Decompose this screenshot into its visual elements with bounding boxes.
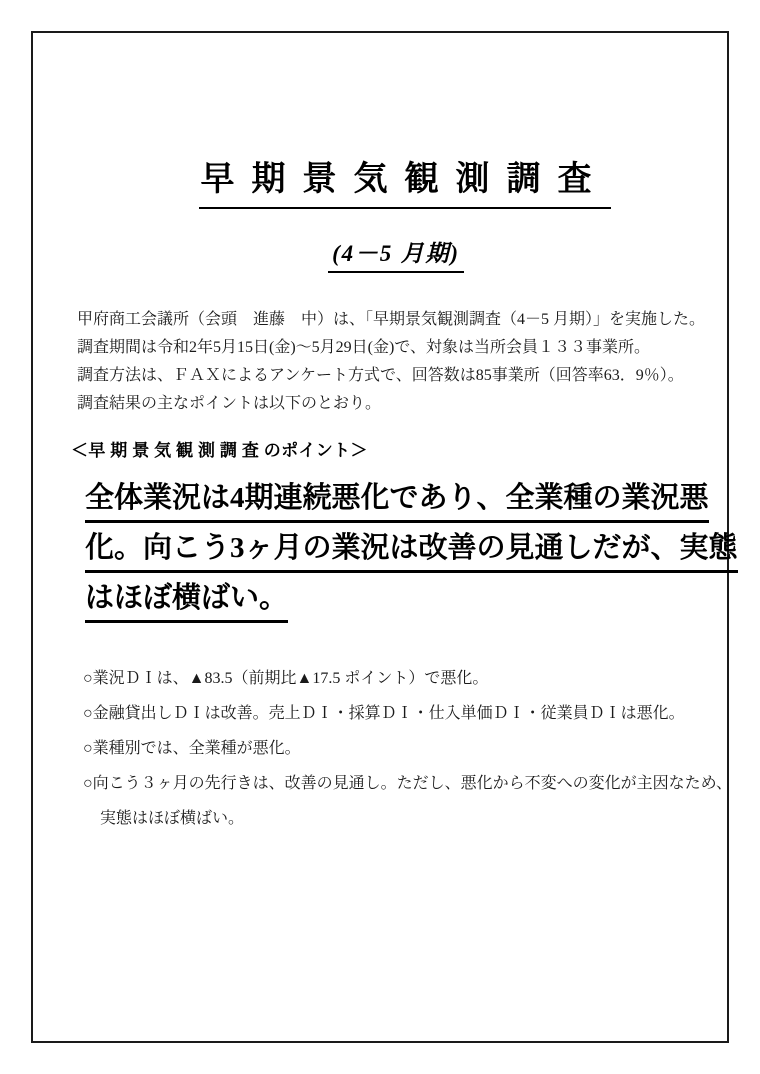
point-item: ○業種別では、全業種が悪化。 [83,740,301,757]
point-item-continuation: 実態はほぼ横ばい。 [100,810,245,827]
statement-line [85,573,715,623]
intro-line: 調査結果の主なポイントは以下のとおり。 [77,395,382,412]
statement-line [85,473,715,523]
intro-paragraph [77,306,715,418]
points-section-heading: ＜早 期 景 気 観 測 調 査 のポイント＞ [71,441,368,460]
title-row [77,151,715,209]
statement-line-text: 全体業況は4期連続悪化であり、全業種の業況悪 [85,478,709,523]
intro-line: 調査期間は令和2年5月15日(金)～5月29日(金)で、対象は当所会員１３３事業所。 [77,339,650,356]
document-content [33,33,738,1041]
summary-statement [85,473,738,623]
points-list [83,661,733,836]
document-title: 早期景気観測調査 [199,151,611,209]
statement-line-text: 化。向こう3ヶ月の業況は改善の見通しだが、実態 [85,528,738,573]
subtitle-row [77,235,715,273]
point-item: ○金融貸出しＤＩは改善。売上ＤＩ・採算ＤＩ・仕入単価ＤＩ・従業員ＤＩは悪化。 [83,705,685,722]
point-item: ○向こう３ヶ月の先行きは、改善の見通し。ただし、悪化から不変への変化が主因なため、 [83,775,733,792]
statement-line [85,523,738,573]
intro-line: 甲府商工会議所（会頭 進藤 中）は、「早期景気観測調査（4－5 月期）」を実施した。 [77,311,706,328]
point-item: ○業況ＤＩは、▲83.5（前期比▲17.5 ポイント）で悪化。 [83,670,489,687]
statement-line-text: はほぼ横ばい。 [85,578,288,623]
intro-line: 調査方法は、ＦＡＸによるアンケート方式で、回答数は85事業所（回答率63．9％）。 [77,367,684,384]
document-subtitle: (4－5 月期) [328,235,464,273]
